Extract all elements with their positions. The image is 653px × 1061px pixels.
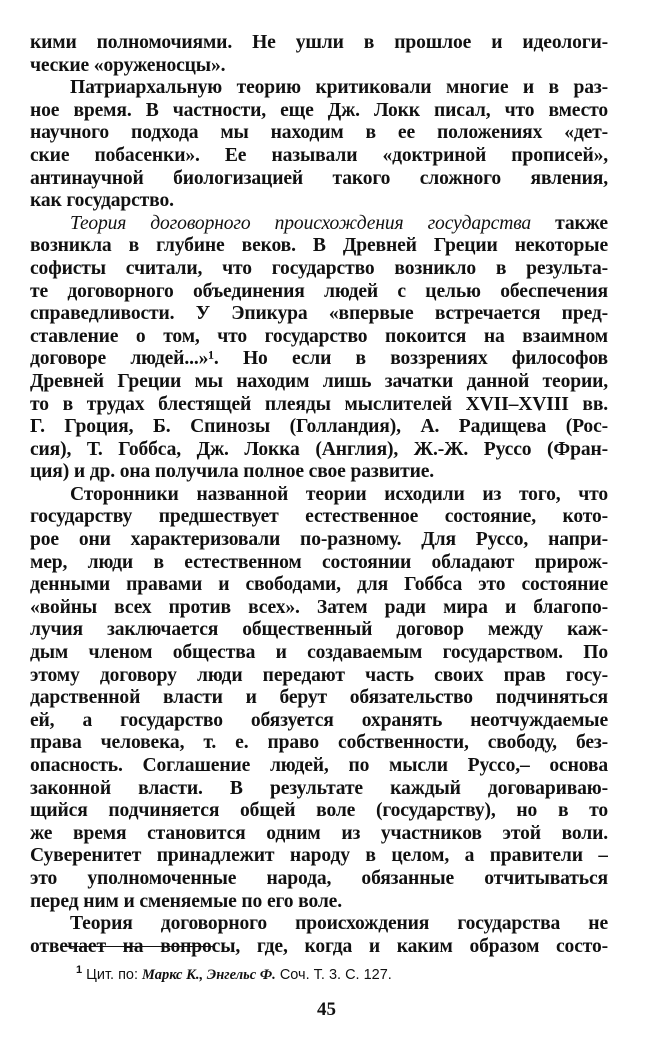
text-line: ей, а государство обязуется охранять неотчуждаемые bbox=[30, 709, 608, 731]
text-line: мер, люди в естественном состоянии обладают прирож- bbox=[30, 551, 608, 573]
text-line: то в трудах блестящей плеяды мыслителей XVII–XVIII вв. bbox=[30, 393, 608, 415]
text-line: софисты считали, что государство возникло в результа- bbox=[30, 257, 608, 279]
text-line: отвечает на вопросы, где, когда и каким образом состо- bbox=[30, 935, 608, 957]
text-line: научного подхода мы находим в ее положениях «дет- bbox=[30, 122, 608, 144]
text-line: денными правами и свободами, для Гоббса это состояние bbox=[30, 574, 608, 596]
text-line: дарственной власти и берут обязательство подчиняться bbox=[30, 687, 608, 709]
text-line: те договорного объединения людей с целью обеспечения bbox=[30, 280, 608, 302]
footnote-prefix: Цит. по: bbox=[82, 966, 143, 983]
footnote bbox=[76, 961, 392, 984]
text-line: Сторонники названной теории исходили из того, что bbox=[70, 483, 608, 505]
text-line: же время становится одним из участников этой воли. bbox=[30, 822, 608, 844]
text-line: «войны всех против всех». Затем ради мира и благопо- bbox=[30, 596, 608, 618]
text-line: сия), Т. Гоббса, Дж. Локка (Англия), Ж.-Ж. Руссо (Фран- bbox=[30, 438, 608, 460]
text-line: рое они характеризовали по-разному. Для Руссо, напри- bbox=[30, 529, 608, 551]
text-line: кими полномочиями. Не ушли в прошлое и идеологи- bbox=[30, 32, 608, 53]
footnote-source: Соч. Т. 3. С. 127. bbox=[275, 966, 392, 983]
footnote-divider bbox=[66, 946, 214, 947]
text-line: ция) и др. она получила полное свое развитие. bbox=[30, 461, 435, 483]
text-line: ские побасенки». Ее называли «доктриной прописей», bbox=[30, 144, 608, 166]
text-line: государству предшествует естественное состояние, кото- bbox=[30, 506, 608, 528]
text-line: возникла в глубине веков. В Древней Греции некоторые bbox=[30, 235, 608, 257]
page-body bbox=[30, 32, 608, 958]
text-line: опасность. Соглашение людей, по мысли Руссо,– основа bbox=[30, 755, 608, 776]
text-line: дым членом общества и создаваемым государством. По bbox=[30, 642, 608, 664]
text-line: права человека, т. е. право собственности, свободу, без- bbox=[30, 732, 608, 754]
text-line: ческие «оруженосцы». bbox=[30, 54, 226, 76]
text-line: это уполномоченные народа, обязанные отчитываться bbox=[30, 867, 608, 889]
text-line: договоре людей...»¹. Но если в воззрениях философов bbox=[30, 348, 608, 370]
text-line: ставление о том, что государство покоится на взаимном bbox=[30, 325, 608, 347]
text-line: Древней Греции мы находим лишь зачатки данной теории, bbox=[30, 370, 608, 392]
text-line bbox=[30, 213, 608, 236]
text-line: Г. Гроция, Б. Спинозы (Голландия), А. Радищева (Рос- bbox=[30, 416, 608, 438]
text-line: этому договору люди передают часть своих прав госу- bbox=[30, 664, 608, 686]
text-line: лучия заключается общественный договор между каж- bbox=[30, 619, 608, 641]
text-line: Патриархальную теорию критиковали многие и в раз- bbox=[70, 77, 608, 99]
text-line: законной власти. В результате каждый договариваю- bbox=[30, 777, 608, 799]
text-span: также bbox=[531, 212, 608, 234]
text-line: перед ним и сменяемые по его воле. bbox=[30, 890, 342, 912]
text-line: антинаучной биологизацией такого сложного явления, bbox=[30, 167, 608, 189]
text-line: ное время. В частности, еще Дж. Локк писал, что вместо bbox=[30, 99, 608, 121]
italic-term: Теория договорного происхождения государства bbox=[70, 212, 532, 234]
text-line: Теория договорного происхождения государства не bbox=[70, 913, 608, 935]
footnote-authors: Маркс К., Энгельс Ф. bbox=[142, 966, 276, 983]
footnote-marker: 1 bbox=[76, 964, 83, 976]
text-line: щийся подчиняется общей воле (государству), но в то bbox=[30, 800, 608, 822]
text-line: справедливости. У Эпикура «впервые встречается пред- bbox=[30, 303, 608, 325]
text-line: Суверенитет принадлежит народу в целом, а правители – bbox=[30, 845, 608, 867]
text-line: как государство. bbox=[30, 190, 174, 212]
page-number: 45 bbox=[317, 999, 336, 1020]
